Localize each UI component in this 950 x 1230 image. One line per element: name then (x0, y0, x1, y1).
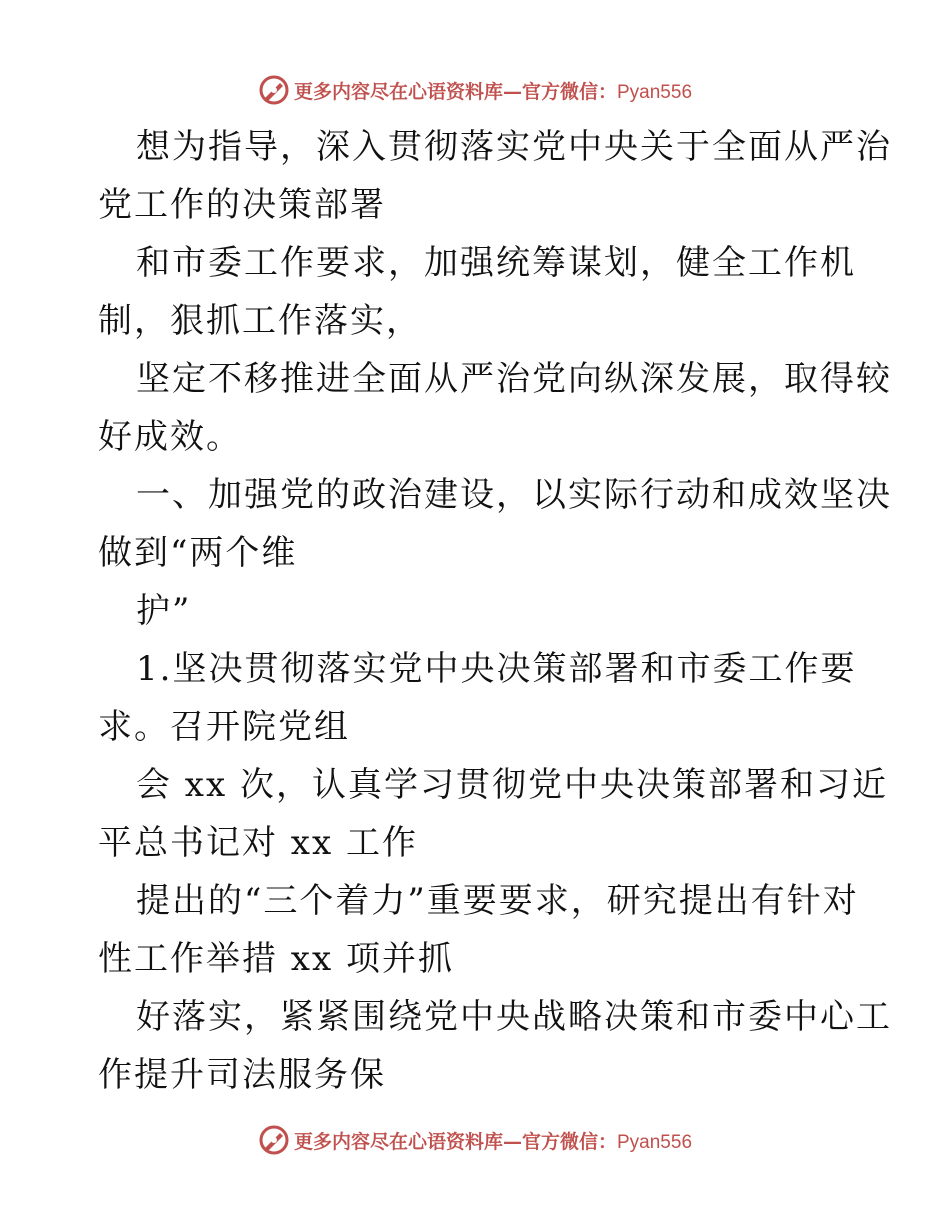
text-line: 作提升司法服务保 (98, 1055, 386, 1095)
text-line: 坚定不移推进全面从严治党向纵深发展，取得较 (136, 359, 892, 399)
text-line: 党工作的决策部署 (98, 185, 386, 225)
header-banner-text: 更多内容尽在心语资料库—官方微信： (293, 80, 617, 103)
text-line: 想为指导，深入贯彻落实党中央关于全面从严治 (136, 127, 892, 167)
text-line: 好落实，紧紧围绕党中央战略决策和市委中心工 (136, 997, 892, 1037)
text-line: 平总书记对 xx 工作 (98, 823, 418, 863)
text-line: 会 xx 次，认真学习贯彻党中央决策部署和习近 (136, 765, 888, 805)
footer-banner-text: 更多内容尽在心语资料库—官方微信： (293, 1130, 617, 1153)
section-heading-line: 做到“两个维 (98, 533, 298, 573)
text-line: 提出的“三个着力”重要要求，研究提出有针对 (136, 881, 859, 921)
footer-banner-id: Pyan556 (617, 1131, 693, 1153)
text-line: 制，狠抓工作落实， (98, 301, 422, 341)
section-heading-line: 护” (136, 591, 192, 631)
pen-logo-icon (258, 1124, 290, 1156)
text-line: 1.坚决贯彻落实党中央决策部署和市委工作要 (136, 649, 857, 689)
text-line: 性工作举措 xx 项并抓 (98, 939, 454, 979)
header-banner (0, 70, 950, 110)
pen-logo-icon (258, 74, 290, 106)
text-line: 好成效。 (98, 417, 242, 457)
text-line: 和市委工作要求，加强统筹谋划，健全工作机 (136, 243, 856, 283)
section-heading-line: 一、加强党的政治建设，以实际行动和成效坚决 (136, 475, 892, 515)
text-line: 求。召开院党组 (98, 707, 350, 747)
document-body (98, 118, 892, 1104)
footer-banner (0, 1120, 950, 1160)
header-banner-id: Pyan556 (617, 81, 693, 103)
